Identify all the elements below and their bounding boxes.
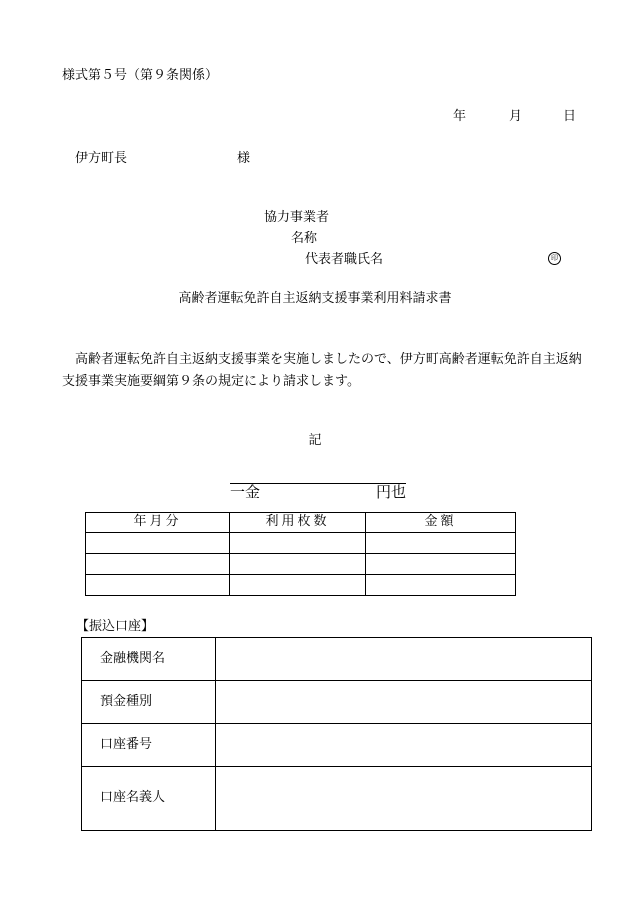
form-number: 様式第５号（第９条関係） [62,68,219,83]
header-amount: 金額 [366,513,516,533]
bank-institution-label: 金融機関名 [82,638,216,681]
bank-row-institution [82,638,592,681]
date-month-label: 月 [509,109,523,124]
table-cell[interactable] [86,575,230,596]
table-row [86,575,516,596]
company-name-label: 名称 [291,231,318,246]
ki-note: 記 [308,433,322,448]
body-text: 高齢者運転免許自主返納支援事業を実施しましたので、伊方町高齢者運転免許自主返納支援事業実施要綱第９条の規定により請求します。 [62,352,582,389]
bank-account-table [81,637,592,831]
deposit-type-label: 預金種別 [82,681,216,724]
date-day-label: 日 [563,109,577,124]
account-holder-label: 口座名義人 [82,767,216,831]
bank-row-holder [82,767,592,831]
bank-account-heading: 【振込口座】 [76,619,155,634]
table-row [86,554,516,575]
account-number-label: 口座番号 [82,724,216,767]
addressee-name: 伊方町長 [75,151,128,166]
amount-line [230,483,406,501]
bank-row-type [82,681,592,724]
seal-mark-icon: 印 [548,252,561,265]
deposit-type-field[interactable] [216,681,592,724]
bank-row-number [82,724,592,767]
table-cell[interactable] [366,575,516,596]
table-cell[interactable] [366,554,516,575]
table-cell[interactable] [86,533,230,554]
account-holder-field[interactable] [216,767,592,831]
representative-label: 代表者職氏名 [305,252,384,267]
table-row [86,533,516,554]
account-number-field[interactable] [216,724,592,767]
date-year-label: 年 [453,109,467,124]
table-cell[interactable] [86,554,230,575]
bank-institution-field[interactable] [216,638,592,681]
table-cell[interactable] [230,575,366,596]
header-month: 年月分 [86,513,230,533]
table-cell[interactable] [230,554,366,575]
table-cell[interactable] [230,533,366,554]
partner-label: 協力事業者 [264,210,330,225]
body-paragraph [62,349,592,393]
amount-prefix: 一金 [230,483,261,501]
document-title: 高齢者運転免許自主返納支援事業利用料請求書 [178,291,452,306]
table-cell[interactable] [366,533,516,554]
usage-table-header-row [86,513,516,533]
addressee-honorific: 様 [237,151,251,166]
header-count: 利用枚数 [230,513,366,533]
amount-suffix: 円也 [375,483,406,501]
usage-table [85,512,516,596]
